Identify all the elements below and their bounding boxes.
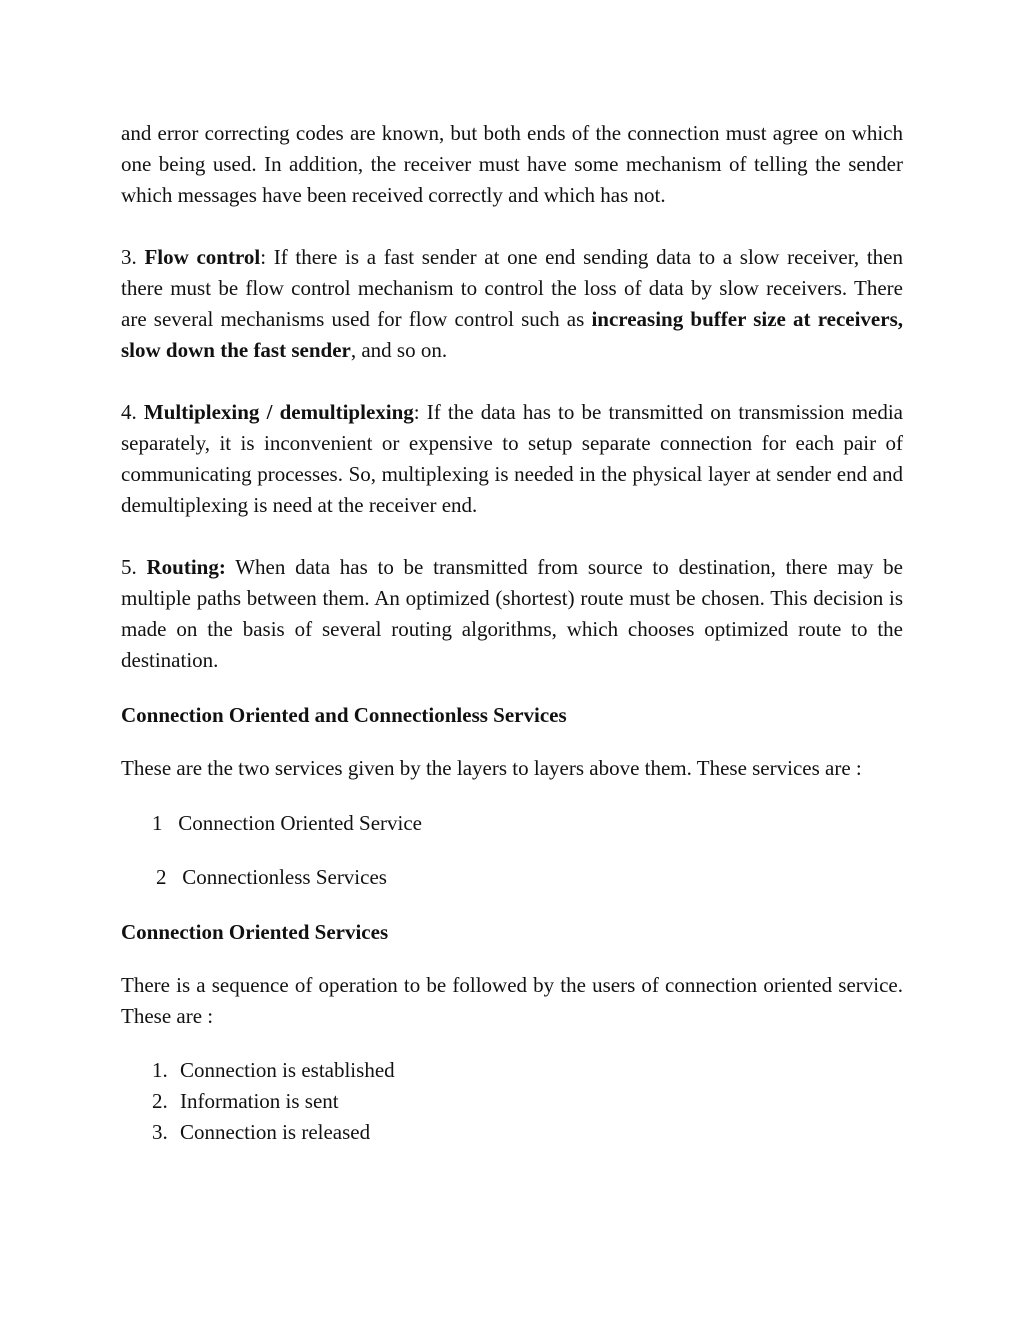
- flow-control-ending: , and so on.: [350, 338, 448, 362]
- paragraph-multiplexing: [121, 397, 903, 521]
- step-label: Connection is established: [180, 1058, 395, 1082]
- service-item-1: [121, 808, 903, 839]
- multiplexing-text: : If the data has to be transmitted on transmission media separately, it is inconvenient or expensive to setup separate connection for each pair of communicating processes. So, multiplexing is needed in the physical layer at sender end and demultiplexing is need at the receiver end.: [121, 400, 903, 517]
- heading-connection-oriented-services: Connection Oriented Services: [121, 920, 389, 944]
- paragraph-two-services: These are the two services given by the layers to layers above them. These services are :: [121, 756, 862, 780]
- routing-term: Routing:: [146, 555, 226, 579]
- mux-number: 4.: [121, 400, 137, 424]
- routing-number: 5.: [121, 555, 137, 579]
- flow-control-term: Flow control: [144, 245, 261, 269]
- service-item-2: [121, 862, 903, 893]
- service-item-label: Connectionless Services: [182, 865, 387, 889]
- list-item: [121, 1055, 903, 1086]
- flow-control-text: : If there is a fast sender at one end sending data to a slow receiver, then there must be flow control mechanism to control the loss of data by slow receivers. There are several mechanisms used for flow control such as: [121, 245, 903, 331]
- list-item: [121, 1117, 903, 1148]
- paragraph-flow-control: [121, 242, 903, 366]
- steps-list: [121, 1055, 903, 1148]
- list-item: [121, 1086, 903, 1117]
- step-label: Connection is released: [180, 1120, 371, 1144]
- service-item-number: 1: [152, 811, 163, 835]
- routing-text: When data has to be transmitted from source to destination, there may be multiple paths between them. An optimized (shortest) route must be chosen. This decision is made on the basis of several routing algorithms, which chooses optimized route to the destination.: [121, 555, 903, 672]
- document-page: [121, 118, 903, 1148]
- flow-number: 3.: [121, 245, 137, 269]
- paragraph-routing: [121, 552, 903, 676]
- step-number: 1.: [152, 1058, 168, 1082]
- service-item-number: 2: [156, 865, 167, 889]
- multiplexing-term: Multiplexing / demultiplexing: [143, 400, 414, 424]
- service-item-label: Connection Oriented Service: [178, 811, 423, 835]
- step-number: 2.: [152, 1089, 168, 1113]
- paragraph-sequence: There is a sequence of operation to be followed by the users of connection oriented service. These are :: [121, 973, 903, 1028]
- paragraph-error-correction: and error correcting codes are known, but both ends of the connection must agree on which one being used. In addition, the receiver must have some mechanism of telling the sender which messages have been received correctly and which has not.: [121, 121, 903, 207]
- step-label: Information is sent: [180, 1089, 339, 1113]
- step-number: 3.: [152, 1120, 168, 1144]
- flow-control-mechanisms: increasing buffer size at receivers, slow down the fast sender: [121, 307, 903, 362]
- heading-connection-services: Connection Oriented and Connectionless Services: [121, 703, 567, 727]
